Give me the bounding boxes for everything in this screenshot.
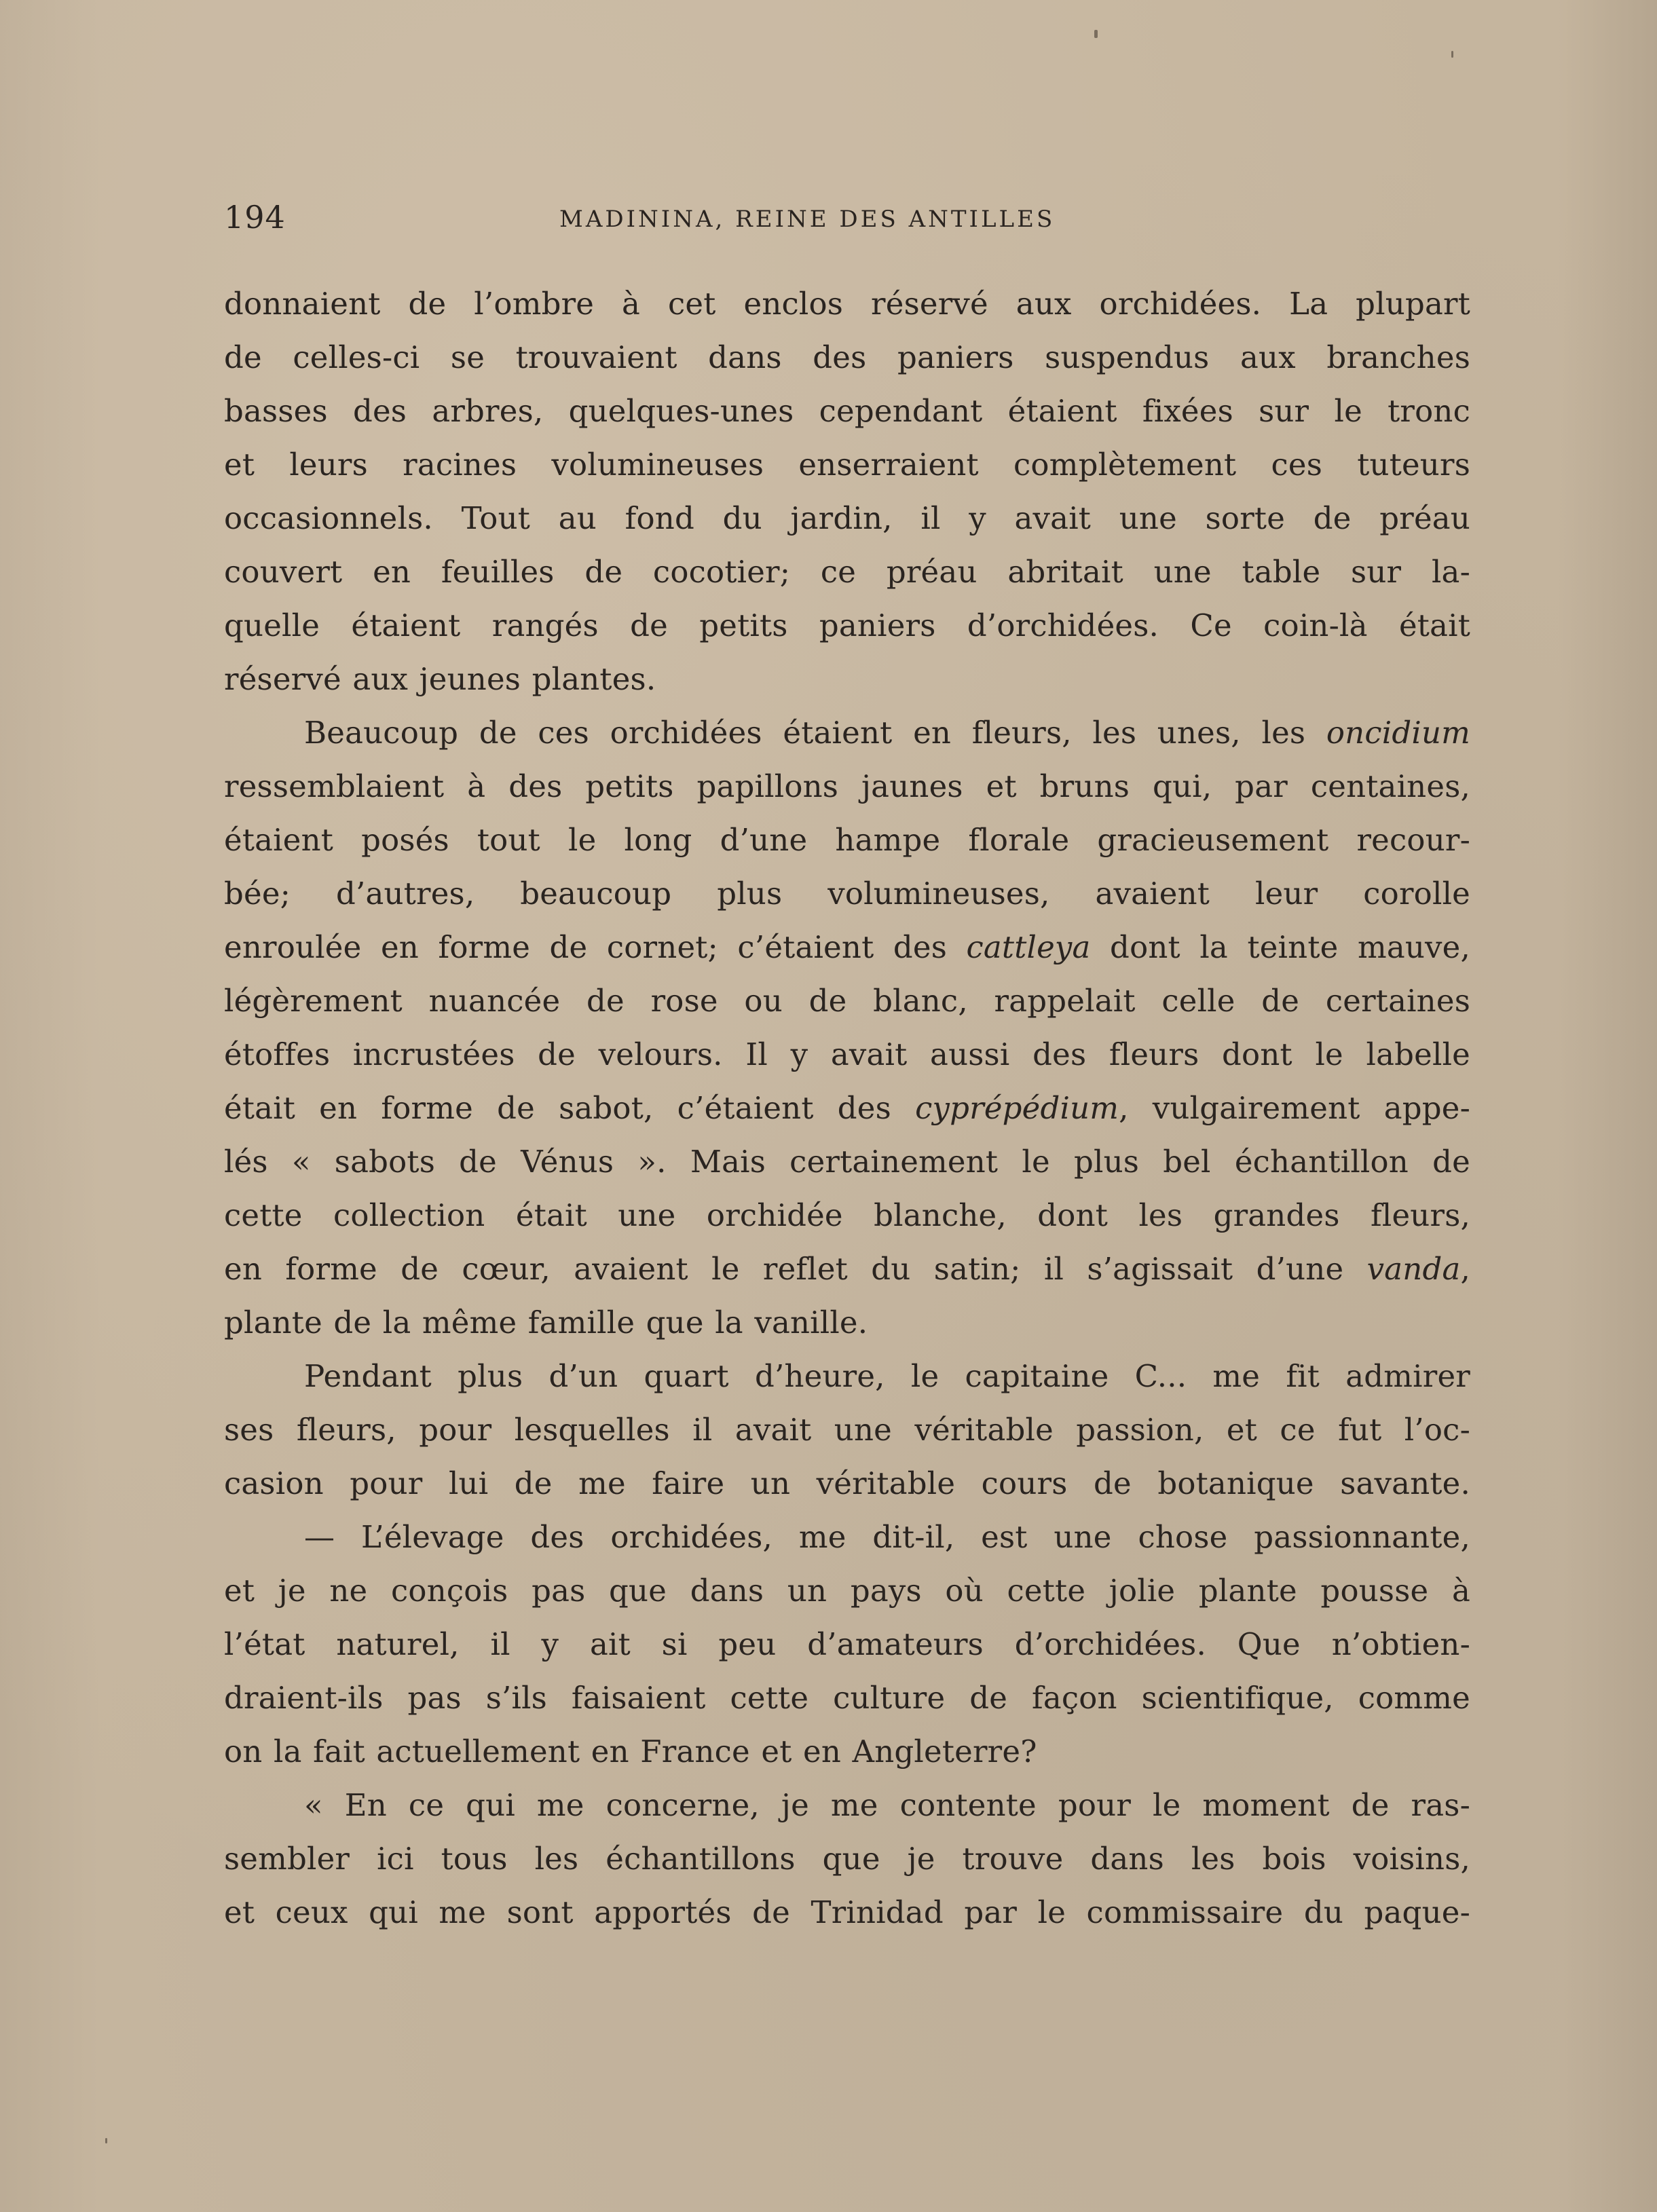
- running-head: [224, 197, 1470, 238]
- text-line: [224, 1832, 1470, 1886]
- text-segment: était en forme de sabot, c’étaient des: [224, 1090, 916, 1126]
- text-line: [224, 277, 1470, 331]
- text-segment: étaient posés tout le long d’une hampe florale gracieusement recour-: [224, 822, 1470, 858]
- text-segment: donnaient de l’ombre à cet enclos réservé aux orchidées. La plupart: [224, 286, 1470, 322]
- text-line: [224, 599, 1470, 652]
- text-line: [224, 1617, 1470, 1671]
- italic-term: cyprépédium: [915, 1090, 1119, 1126]
- text-segment: , vulgairement appe-: [1119, 1090, 1470, 1126]
- text-line: [224, 1778, 1470, 1832]
- text-line: [224, 545, 1470, 599]
- text-segment: basses des arbres, quelques-unes cependant étaient fixées sur le tronc: [224, 393, 1470, 429]
- text-segment: Beaucoup de ces orchidées étaient en fleurs, les unes, les: [304, 715, 1326, 751]
- body-text: [224, 277, 1470, 1939]
- text-segment: enroulée en forme de cornet; c’étaient des: [224, 929, 967, 965]
- paragraph-block: [224, 277, 1470, 1939]
- text-segment: — L’élevage des orchidées, me dit-il, est une chose passionnante,: [304, 1519, 1470, 1555]
- text-line: [224, 706, 1470, 760]
- text-line: [224, 652, 1470, 706]
- text-line: [224, 1564, 1470, 1617]
- text-segment: cette collection était une orchidée blanche, dont les grandes fleurs,: [224, 1197, 1470, 1233]
- text-line: [224, 491, 1470, 545]
- text-line: [224, 331, 1470, 384]
- text-segment: occasionnels. Tout au fond du jardin, il y avait une sorte de préau: [224, 500, 1470, 536]
- text-segment: casion pour lui de me faire un véritable cours de botanique savante.: [224, 1465, 1470, 1501]
- text-line: [224, 1296, 1470, 1349]
- paper-speck: [1094, 30, 1098, 38]
- book-page: [224, 197, 1470, 1939]
- text-segment: de celles-ci se trouvaient dans des paniers suspendus aux branches: [224, 339, 1470, 375]
- text-segment: bée; d’autres, beaucoup plus volumineuses, avaient leur corolle: [224, 876, 1470, 912]
- text-segment: sembler ici tous les échantillons que je trouve dans les bois voisins,: [224, 1841, 1470, 1877]
- text-line: [224, 813, 1470, 867]
- text-line: [224, 920, 1470, 974]
- text-segment: ,: [1460, 1251, 1470, 1287]
- text-line: [224, 1028, 1470, 1081]
- text-line: [224, 1510, 1470, 1564]
- text-segment: « En ce qui me concerne, je me contente pour le moment de ras-: [304, 1787, 1470, 1823]
- text-segment: couvert en feuilles de cocotier; ce préau abritait une table sur la-: [224, 554, 1470, 590]
- text-segment: draient-ils pas s’ils faisaient cette culture de façon scientifique, comme: [224, 1680, 1470, 1716]
- text-segment: Pendant plus d’un quart d’heure, le capitaine C... me fit admirer: [304, 1358, 1470, 1394]
- text-segment: réservé aux jeunes plantes.: [224, 661, 656, 697]
- text-line: [224, 867, 1470, 920]
- italic-term: vanda: [1366, 1251, 1461, 1287]
- text-line: [224, 1725, 1470, 1778]
- text-line: [224, 1403, 1470, 1457]
- text-segment: et ceux qui me sont apportés de Trinidad par le commissaire du paque-: [224, 1894, 1470, 1930]
- text-segment: lés « sabots de Vénus ». Mais certainement le plus bel échantillon de: [224, 1144, 1470, 1180]
- text-segment: plante de la même famille que la vanille.: [224, 1305, 868, 1341]
- text-line: [224, 1349, 1470, 1403]
- text-line: [224, 1081, 1470, 1135]
- text-segment: ressemblaient à des petits papillons jaunes et bruns qui, par centaines,: [224, 768, 1470, 804]
- italic-term: cattleya: [966, 929, 1091, 965]
- page-number: 194: [224, 199, 286, 236]
- text-line: [224, 760, 1470, 813]
- text-segment: et je ne conçois pas que dans un pays où cette jolie plante pousse à: [224, 1573, 1470, 1609]
- italic-term: oncidium: [1326, 715, 1470, 751]
- running-title: MADININA, REINE DES ANTILLES: [559, 206, 1056, 233]
- paper-speck: [105, 2138, 107, 2143]
- text-segment: on la fait actuellement en France et en Angleterre?: [224, 1733, 1037, 1769]
- text-line: [224, 1188, 1470, 1242]
- text-line: [224, 438, 1470, 491]
- text-line: [224, 1135, 1470, 1188]
- text-line: [224, 1671, 1470, 1725]
- text-segment: en forme de cœur, avaient le reflet du satin; il s’agissait d’une: [224, 1251, 1367, 1287]
- paper-speck: [1451, 51, 1453, 58]
- text-segment: et leurs racines volumineuses enserraient complètement ces tuteurs: [224, 447, 1470, 483]
- text-line: [224, 974, 1470, 1028]
- text-line: [224, 1886, 1470, 1939]
- text-segment: légèrement nuancée de rose ou de blanc, rappelait celle de certaines: [224, 983, 1470, 1019]
- text-segment: quelle étaient rangés de petits paniers d’orchidées. Ce coin-là était: [224, 607, 1470, 643]
- text-line: [224, 1457, 1470, 1510]
- text-line: [224, 384, 1470, 438]
- text-segment: l’état naturel, il y ait si peu d’amateurs d’orchidées. Que n’obtien-: [224, 1626, 1470, 1662]
- text-line: [224, 1242, 1470, 1296]
- text-segment: étoffes incrustées de velours. Il y avait aussi des fleurs dont le labelle: [224, 1036, 1470, 1072]
- text-segment: ses fleurs, pour lesquelles il avait une véritable passion, et ce fut l’oc-: [224, 1412, 1470, 1448]
- text-segment: dont la teinte mauve,: [1090, 929, 1470, 965]
